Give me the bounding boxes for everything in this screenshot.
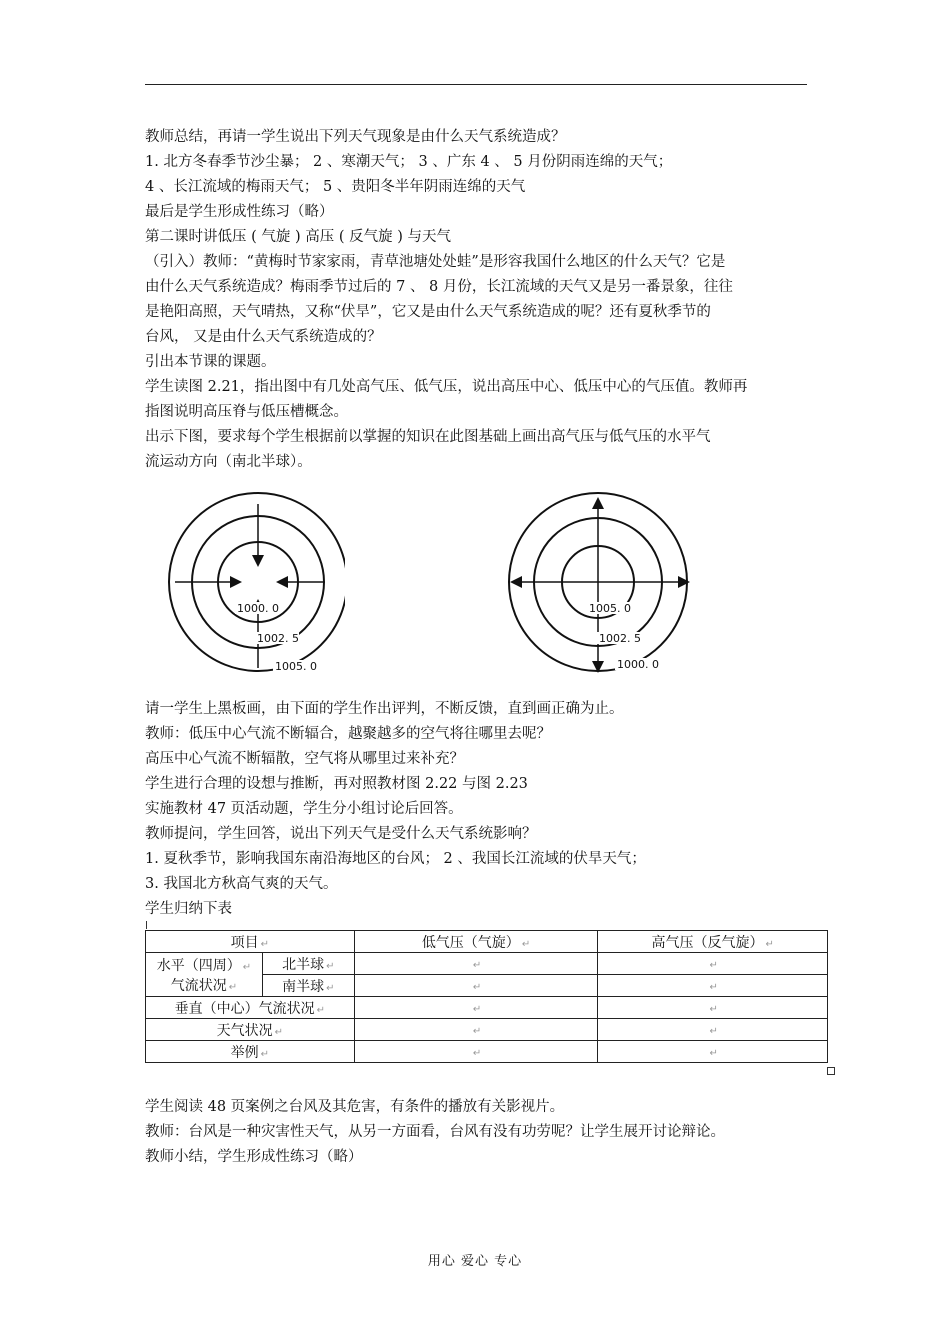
table-cell[interactable]: 天气状况 ↵ bbox=[146, 1019, 355, 1041]
table-cell[interactable]: 南半球 ↵ bbox=[262, 975, 354, 997]
paragraph-line: 教师：低压中心气流不断辐合，越聚越多的空气将往哪里去呢？ bbox=[145, 726, 551, 742]
table-row bbox=[146, 1041, 828, 1063]
paragraph-line: 出示下图，要求每个学生根据前以掌握的知识在此图基础上画出高气压与低气压的水平气 bbox=[145, 429, 711, 445]
paragraph-line: 实施教材 47 页活动题，学生分小组讨论后回答。 bbox=[145, 801, 463, 817]
paragraph-line: 高压中心气流不断辐散，空气将从哪里过来补充？ bbox=[145, 751, 464, 767]
isobar-label: 1002. 5 bbox=[599, 632, 641, 645]
paragraph-line: 4 、长江流域的梅雨天气； 5 、贵阳冬半年阴雨连绵的天气 bbox=[145, 179, 526, 195]
paragraph-line: 教师小结，学生形成性练习（略） bbox=[145, 1149, 363, 1165]
header-rule bbox=[145, 84, 807, 85]
table-cell[interactable]: ↵ bbox=[598, 975, 828, 997]
paragraph-line: 最后是学生形成性练习（略） bbox=[145, 204, 334, 220]
paragraph-line: 教师：台风是一种灾害性天气，从另一方面看，台风有没有功劳呢？让学生展开讨论辩论。 bbox=[145, 1124, 725, 1140]
paragraph-line: 第二课时讲低压 ( 气旋 ) 高压 ( 反气旋 ) 与天气 bbox=[145, 229, 451, 245]
paragraph-line: 学生进行合理的设想与推断，再对照教材图 2.22 与图 2.23 bbox=[145, 776, 528, 792]
high-pressure-diagram bbox=[505, 490, 695, 685]
isobar-label: 1005. 0 bbox=[275, 660, 317, 673]
table-cell[interactable]: 低气压（气旋） ↵ bbox=[354, 931, 598, 953]
paragraph-line: 1. 北方冬春季节沙尘暴； 2 、寒潮天气； 3 、广东 4 、 5 月份阴雨连绵的天气； bbox=[145, 154, 673, 170]
summary-table bbox=[145, 930, 828, 1063]
paragraph-line: 学生归纳下表 bbox=[145, 901, 232, 917]
isobar-label: 1002. 5 bbox=[257, 632, 299, 645]
table-row bbox=[146, 953, 828, 975]
paragraph-line: （引入）教师：“黄梅时节家家雨，青草池塘处处蛙”是形容我国什么地区的什么天气？它是 bbox=[145, 254, 726, 270]
table-cell[interactable]: 垂直（中心）气流状况 ↵ bbox=[146, 997, 355, 1019]
isobar-label: 1000. 0 bbox=[617, 658, 659, 671]
table-cell[interactable]: ↵ bbox=[354, 997, 598, 1019]
table-cell[interactable]: ↵ bbox=[598, 997, 828, 1019]
table-cell[interactable]: ↵ bbox=[354, 1019, 598, 1041]
low-pressure-diagram bbox=[165, 490, 345, 685]
table-cell[interactable]: ↵ bbox=[354, 1041, 598, 1063]
paragraph-line: 学生阅读 48 页案例之台风及其危害，有条件的播放有关影视片。 bbox=[145, 1099, 565, 1115]
paragraph-line: 流运动方向（南北半球）。 bbox=[145, 454, 312, 470]
paragraph-line: 3. 我国北方秋高气爽的天气。 bbox=[145, 876, 338, 892]
paragraph-line: 教师总结，再请一学生说出下列天气现象是由什么天气系统造成？ bbox=[145, 129, 566, 145]
table-cell[interactable]: ↵ bbox=[598, 1019, 828, 1041]
table-cell[interactable]: 举例 ↵ bbox=[146, 1041, 355, 1063]
table-anchor-mark bbox=[146, 921, 147, 929]
table-cell[interactable]: ↵ bbox=[354, 975, 598, 997]
table-cell[interactable]: 北半球 ↵ bbox=[262, 953, 354, 975]
paragraph-line: 由什么天气系统造成？梅雨季节过后的 7 、 8 月份，长江流域的天气又是另一番景象，往往 bbox=[145, 279, 733, 295]
table-cell[interactable]: 水平（四周） ↵ 气流状况 ↵ bbox=[146, 953, 263, 997]
table-cell[interactable]: 高气压（反气旋） ↵ bbox=[598, 931, 828, 953]
table-cell[interactable]: 项目 ↵ bbox=[146, 931, 355, 953]
table-resize-handle[interactable] bbox=[827, 1067, 835, 1075]
table-cell[interactable]: ↵ bbox=[598, 1041, 828, 1063]
table-cell[interactable]: ↵ bbox=[354, 953, 598, 975]
paragraph-line: 1. 夏秋季节，影响我国东南沿海地区的台风； 2 、我国长江流域的伏旱天气； bbox=[145, 851, 646, 867]
paragraph-line: 请一学生上黑板画，由下面的学生作出评判，不断反馈，直到画正确为止。 bbox=[145, 701, 624, 717]
table-row bbox=[146, 997, 828, 1019]
paragraph-line: 指图说明高压脊与低压槽概念。 bbox=[145, 404, 348, 420]
paragraph-line: 是艳阳高照，天气晴热，又称“伏旱”，它又是由什么天气系统造成的呢？还有夏秋季节的 bbox=[145, 304, 711, 320]
paragraph-line: 引出本节课的课题。 bbox=[145, 354, 276, 370]
isobar-label: 1000. 0 bbox=[237, 602, 279, 615]
paragraph-line: 学生读图 2.21，指出图中有几处高气压、低气压，说出高压中心、低压中心的气压值。教师再 bbox=[145, 379, 748, 395]
paragraph-line: 台风， 又是由什么天气系统造成的？ bbox=[145, 329, 382, 345]
page-footer: 用心 爱心 专心 bbox=[427, 1254, 523, 1269]
paragraph-line: 教师提问，学生回答，说出下列天气是受什么天气系统影响？ bbox=[145, 826, 537, 842]
table-row bbox=[146, 931, 828, 953]
table-row bbox=[146, 1019, 828, 1041]
isobar-label: 1005. 0 bbox=[589, 602, 631, 615]
table-cell[interactable]: ↵ bbox=[598, 953, 828, 975]
